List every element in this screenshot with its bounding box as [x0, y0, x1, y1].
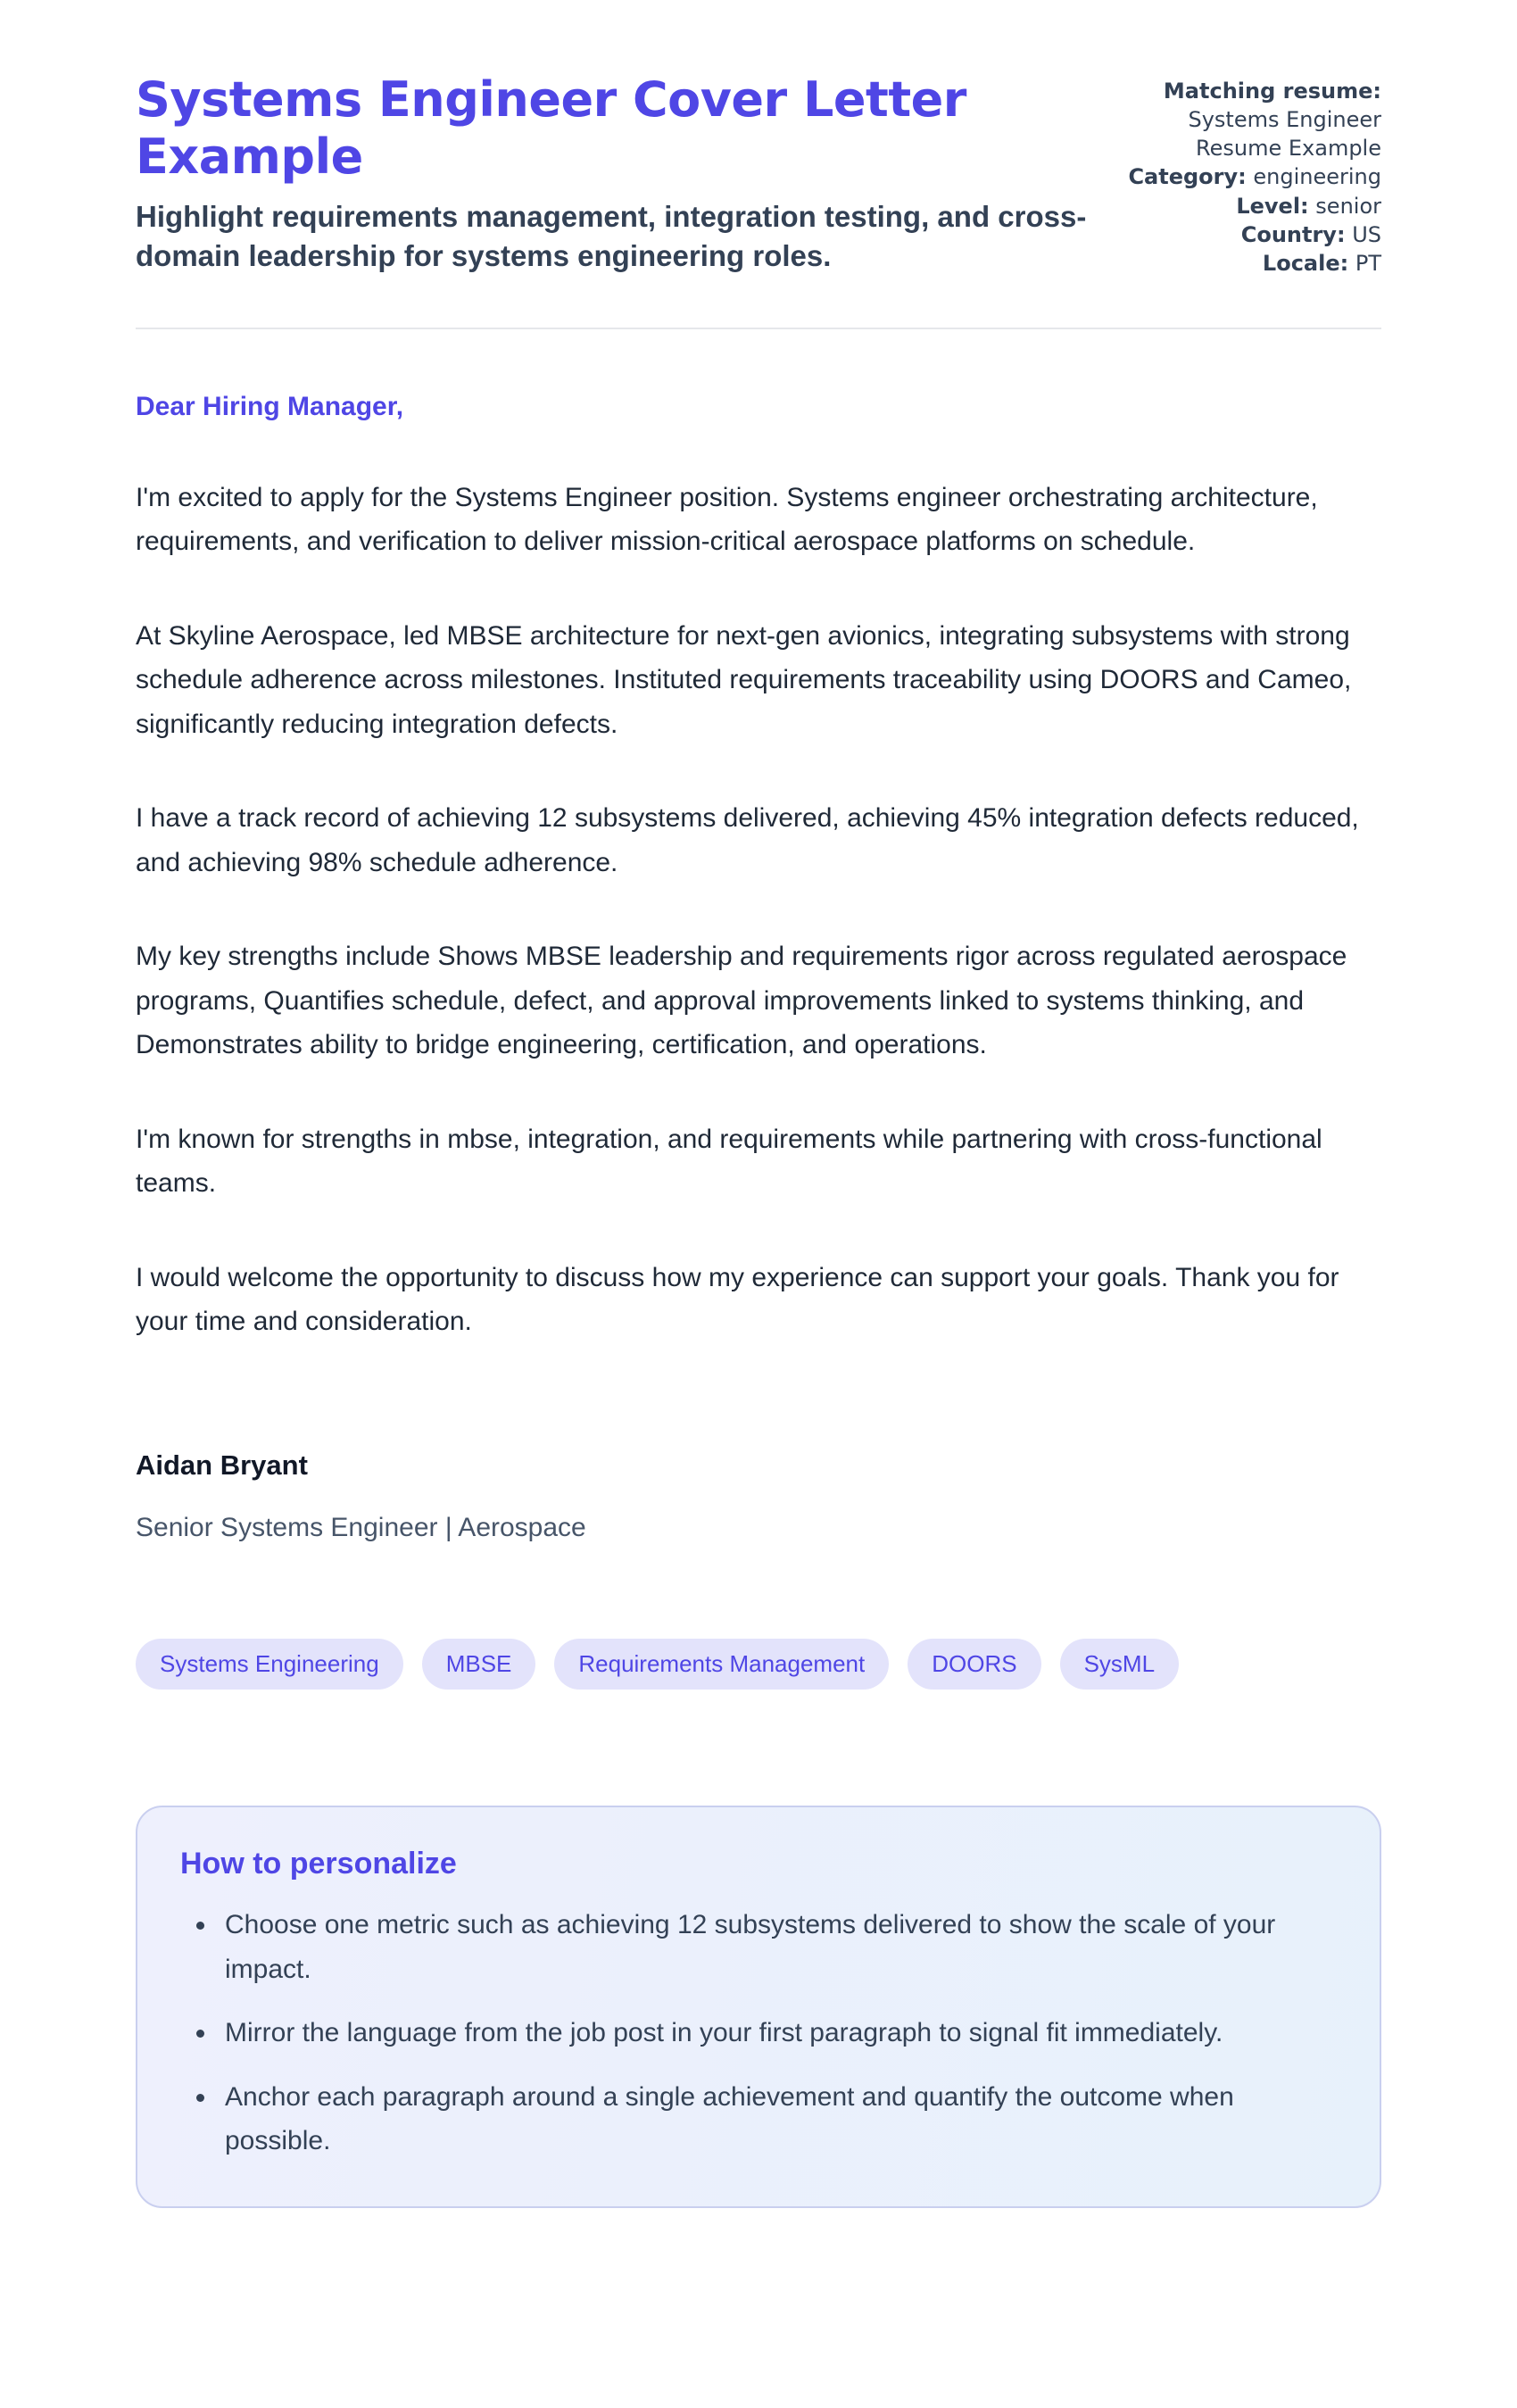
- meta-category-value: engineering: [1253, 164, 1381, 190]
- letter-paragraph: I have a track record of achieving 12 subsystems delivered, achieving 45% integration defects reduced, and achieving 98% schedule adherence.: [136, 803, 1359, 877]
- letter-paragraph: I'm known for strengths in mbse, integration, and requirements while partnering with cross-functional teams.: [136, 1124, 1322, 1199]
- header-title-block: [136, 71, 1114, 276]
- letter-paragraph: At Skyline Aerospace, led MBSE architecture for next-gen avionics, integrating subsystems with strong schedule adherence across milestones. Instituted requirements traceability using DOORS and Cameo, significantly reducing integration defects.: [136, 620, 1352, 739]
- letter-paragraph: My key strengths include Shows MBSE leadership and requirements rigor across regulated aerospace programs, Quantifies schedule, defect, and approval improvements linked to systems thinking, and Demonstrates ability to bridge engineering, certification, and operations.: [136, 942, 1347, 1060]
- meta-level: [1114, 192, 1381, 220]
- meta-country: [1114, 220, 1381, 249]
- meta-matching-resume: [1114, 77, 1381, 162]
- letter-paragraph: I would welcome the opportunity to discuss how my experience can support your goals. Thank you for your time and consideration.: [136, 1262, 1339, 1337]
- how-to-personalize-card: [136, 1806, 1381, 2208]
- meta-level-label: Level:: [1236, 193, 1309, 219]
- callout-tip: • Anchor each paragraph around a single achievement and quantify the outcome when possible.: [218, 2075, 1337, 2163]
- meta-category-label: Category:: [1128, 164, 1247, 190]
- tag-sysml[interactable]: SysML: [1060, 1639, 1179, 1690]
- meta-locale-value: PT: [1355, 250, 1381, 276]
- letter-greeting: Dear Hiring Manager,: [136, 392, 404, 422]
- tag-mbse[interactable]: MBSE: [422, 1639, 536, 1690]
- signature-block: [136, 1442, 1381, 1550]
- signature-role: Senior Systems Engineer | Aerospace: [136, 1512, 586, 1542]
- signature-name: Aidan Bryant: [136, 1449, 308, 1481]
- letter-paragraph: I'm excited to apply for the Systems Engineer position. Systems engineer orchestrating architecture, requirements, and verification to deliver mission-critical aerospace platforms on schedule.: [136, 482, 1318, 557]
- resume-meta-panel: [1114, 71, 1381, 278]
- meta-level-value: senior: [1315, 193, 1381, 219]
- tag-requirements-management[interactable]: Requirements Management: [554, 1639, 889, 1690]
- skill-tags-row: [136, 1639, 1381, 1690]
- meta-locale: [1114, 249, 1381, 278]
- meta-country-label: Country:: [1240, 221, 1346, 247]
- callout-tip: • Choose one metric such as achieving 12 subsystems delivered to show the scale of your impact.: [218, 1903, 1337, 1991]
- page-subtitle: Highlight requirements management, integration testing, and cross-domain leadership for systems engineering roles.: [136, 200, 1087, 272]
- meta-matching-value: Systems Engineer Resume Example: [1188, 107, 1381, 162]
- callout-title: How to personalize: [180, 1847, 457, 1881]
- meta-locale-label: Locale:: [1262, 250, 1349, 276]
- meta-country-value: US: [1352, 221, 1381, 247]
- tag-doors[interactable]: DOORS: [908, 1639, 1040, 1690]
- page-header: [136, 71, 1381, 329]
- cover-letter-body: [136, 385, 1381, 1549]
- tag-systems-engineering[interactable]: Systems Engineering: [136, 1639, 403, 1690]
- meta-category: [1114, 162, 1381, 191]
- page-title: Systems Engineer Cover Letter Example: [136, 71, 966, 185]
- callout-tip: • Mirror the language from the job post in your first paragraph to signal fit immediately.: [218, 2011, 1337, 2055]
- callout-tip-list: [180, 1903, 1337, 2163]
- meta-matching-label: Matching resume:: [1163, 79, 1381, 104]
